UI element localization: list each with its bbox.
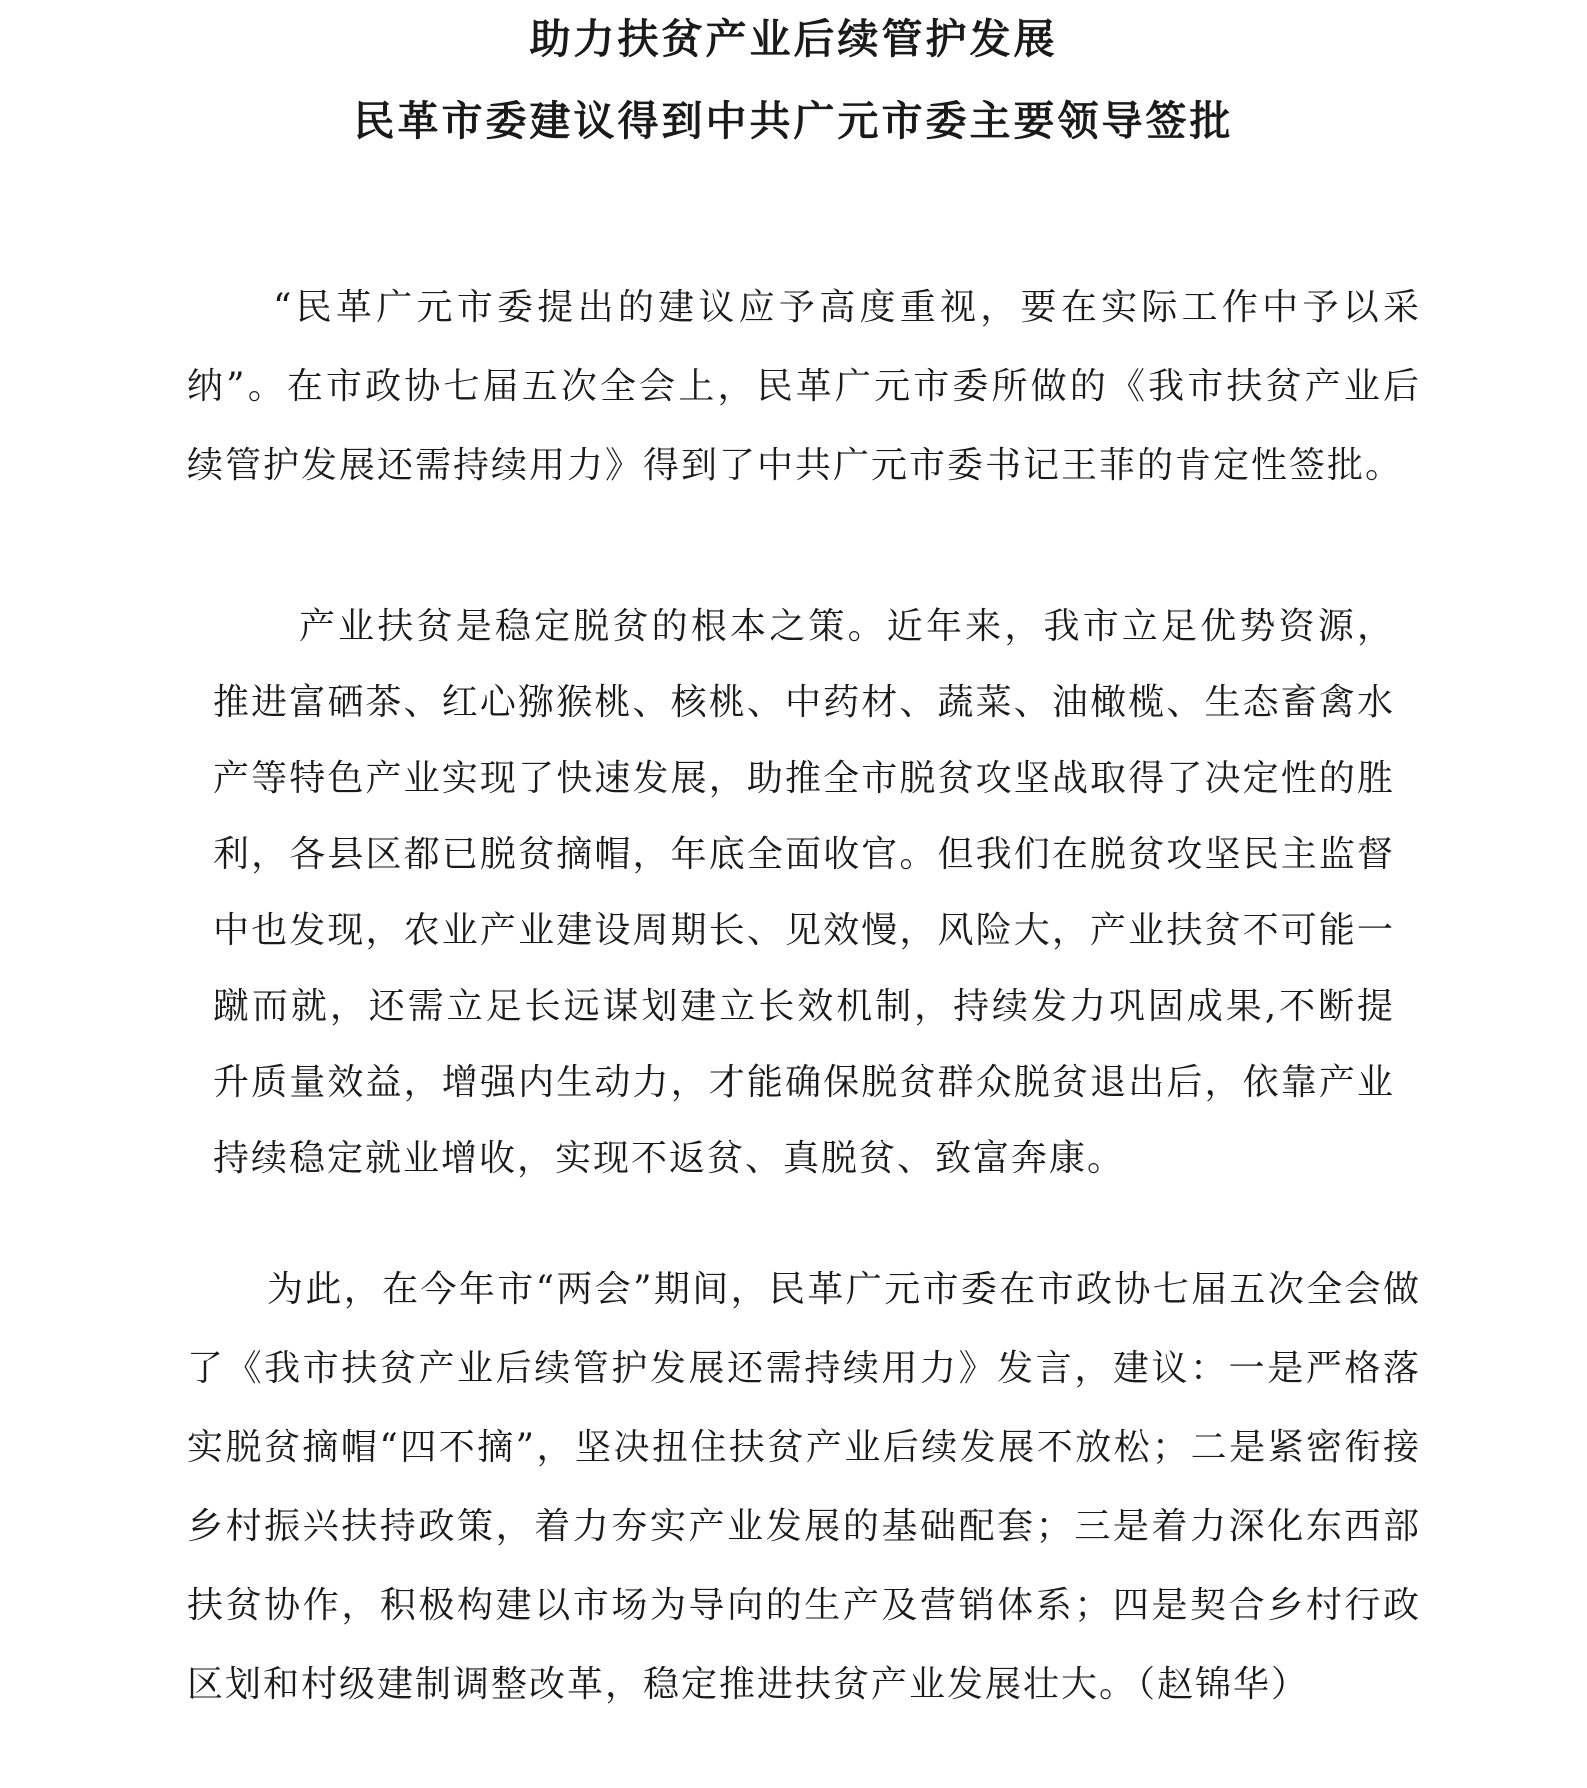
article-title-line-2: 民革市委建议得到中共广元市委主要领导签批: [353, 97, 1234, 145]
paragraph-3: 为此，在今年市“两会”期间，民革广元市委在市政协七届五次全会做了《我市扶贫产业后续管护发展还需持续用力》发言，建议：一是严格落实脱贫摘帽“四不摘”，坚决扭住扶贫产业后续发展不放松；二是紧密衔接乡村振兴扶持政策，着力夯实产业发展的基础配套；三是着力深化东西部扶贫协作，积极构建以市场为导向的生产及营销体系；四是契合乡村行政区划和村级建制调整改革，稳定推进扶贫产业发展壮大。（赵锦华）: [187, 1269, 1421, 1705]
paragraph-2: 产业扶贫是稳定脱贫的根本之策。近年来，我市立足优势资源，推进富硒茶、红心猕猴桃、核桃、中药材、蔬菜、油橄榄、生态畜禽水产等特色产业实现了快速发展，助推全市脱贫攻坚战取得了决定性的胜利，各县区都已脱贫摘帽，年底全面收官。但我们在脱贫攻坚民主监督中也发现，农业产业建设周期长、见效慢，风险大，产业扶贫不可能一蹴而就，还需立足长远谋划建立长效机制，持续发力巩固成果,不断提升质量效益，增强内生动力，才能确保脱贫群众脱贫退出后，依靠产业持续稳定就业增收，实现不返贫、真脱贫、致富奔康。: [213, 606, 1395, 1179]
article-title-line-1: 助力扶贫产业后续管护发展: [529, 15, 1058, 63]
paragraph-1: “民革广元市委提出的建议应予高度重视，要在实际工作中予以采纳”。在市政协七届五次全会上，民革广元市委所做的《我市扶贫产业后续管护发展还需持续用力》得到了中共广元市委书记王菲的肯定性签批。: [187, 287, 1421, 486]
